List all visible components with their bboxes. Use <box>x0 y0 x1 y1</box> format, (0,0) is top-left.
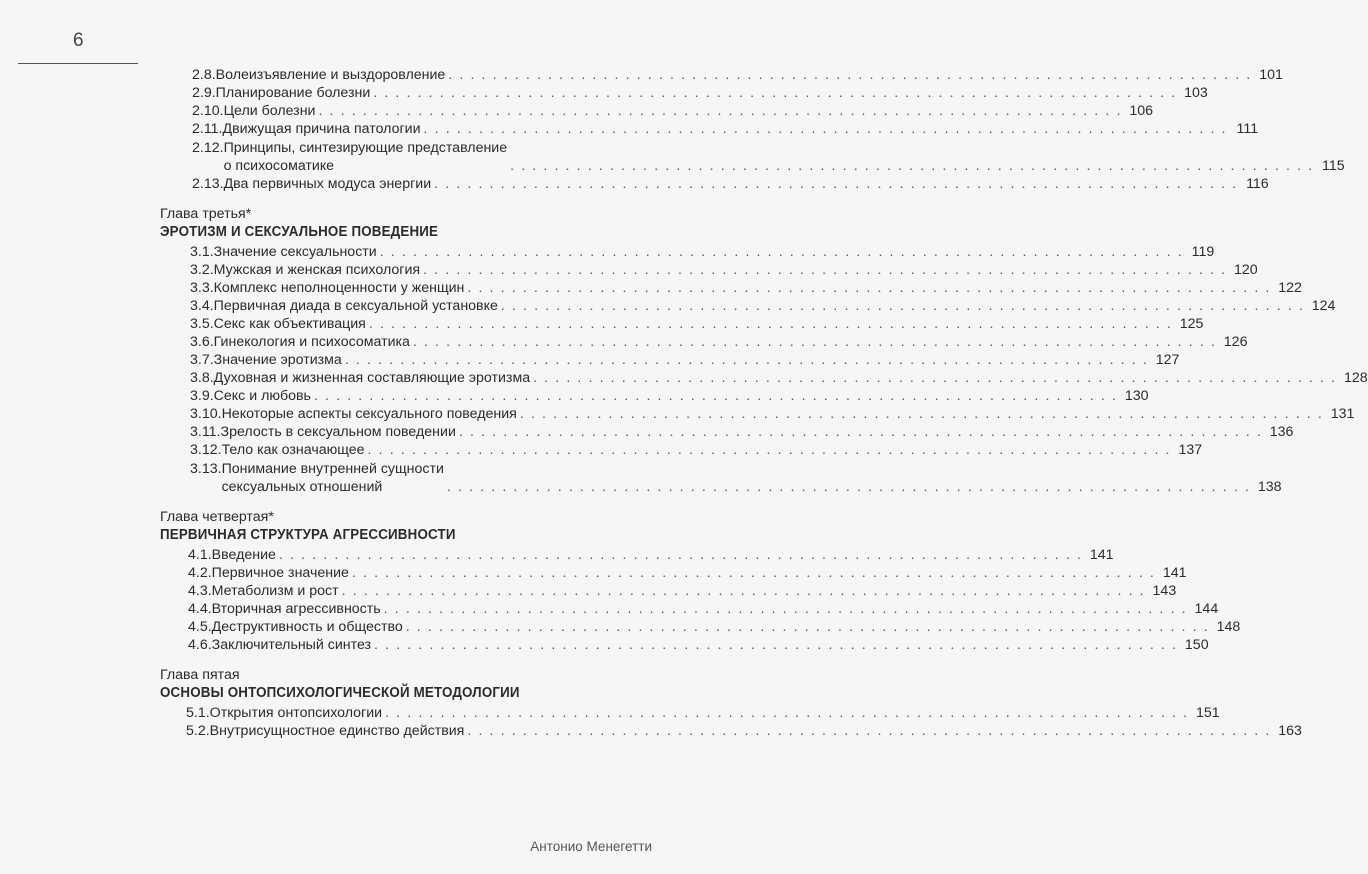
chapter-label: Глава третья* <box>160 206 252 222</box>
entry-page-number: 141 <box>1162 565 1187 581</box>
toc-entry <box>160 636 1209 654</box>
entry-title: Планирование болезни <box>215 85 371 101</box>
dot-leader: . . . . . . . . . . . . . . . . . . . . . . . . . . . . . . . . . . . . . . . . . . . . . . . . . . . . . . . . . . . . . . . . . . . . . . . . . <box>467 280 1271 296</box>
entry-title: Волеизъявление и выздоровление <box>215 67 446 83</box>
dot-leader: . . . . . . . . . . . . . . . . . . . . . . . . . . . . . . . . . . . . . . . . . . . . . . . . . . . . . . . . . . . . . . . . . . . . . . . . . <box>412 334 1217 350</box>
toc-entry <box>160 441 1203 459</box>
entry-page-number: 136 <box>1269 424 1294 440</box>
toc-entry <box>160 423 1294 441</box>
toc-entry <box>160 582 1177 600</box>
dot-leader: . . . . . . . . . . . . . . . . . . . . . . . . . . . . . . . . . . . . . . . . . . . . . . . . . . . . . . . . . . . . . . . . . . . . . . . . . <box>405 619 1210 635</box>
dot-leader: . . . . . . . . . . . . . . . . . . . . . . . . . . . . . . . . . . . . . . . . . . . . . . . . . . . . . . . . . . . . . . . . . . . . . . . . . <box>458 424 1263 440</box>
entry-number: 4.6. <box>188 637 212 653</box>
dot-leader: . . . . . . . . . . . . . . . . . . . . . . . . . . . . . . . . . . . . . . . . . . . . . . . . . . . . . . . . . . . . . . . . . . . . . . . . . <box>351 565 1156 581</box>
chapter-title: ЭРОТИЗМ И СЕКСУАЛЬНОЕ ПОВЕДЕНИЕ <box>160 224 439 240</box>
entry-title: Деструктивность и общество <box>211 619 403 635</box>
entry-number: 3.7. <box>190 352 214 368</box>
toc-entry <box>160 175 1269 193</box>
toc-entry <box>160 546 1114 564</box>
entry-page-number: 143 <box>1152 583 1177 599</box>
entry-page-number: 115 <box>1322 158 1345 174</box>
toc-entry <box>160 297 1336 315</box>
entry-number: 2.8. <box>192 67 216 83</box>
toc-entry <box>160 460 1282 496</box>
entry-page-number: 148 <box>1216 619 1241 635</box>
entry-number: 3.13. <box>190 461 222 477</box>
entry-title: Внутрисущностное единство действия <box>209 723 465 739</box>
entry-title: Движущая причина патологии <box>222 121 421 137</box>
entry-number: 2.10. <box>192 103 224 119</box>
entry-title: Гинекология и психосоматика <box>213 334 410 350</box>
entry-page-number: 106 <box>1129 103 1154 119</box>
toc-entry <box>160 315 1204 333</box>
entry-title: Тело как означающее <box>221 442 365 458</box>
entry-title: Первичная диада в сексуальной установке <box>213 298 498 314</box>
dot-leader: . . . . . . . . . . . . . . . . . . . . . . . . . . . . . . . . . . . . . . . . . . . . . . . . . . . . . . . . . . . . . . . . . . . . . . . . . <box>446 479 1251 495</box>
dot-leader: . . . . . . . . . . . . . . . . . . . . . . . . . . . . . . . . . . . . . . . . . . . . . . . . . . . . . . . . . . . . . . . . . . . . . . . . . <box>313 388 1118 404</box>
entry-number: 5.2. <box>186 723 210 739</box>
entry-page-number: 130 <box>1124 388 1149 404</box>
dot-leader: . . . . . . . . . . . . . . . . . . . . . . . . . . . . . . . . . . . . . . . . . . . . . . . . . . . . . . . . . . . . . . . . . . . . . . . . . <box>510 158 1314 174</box>
entry-title: Зрелость в сексуальном поведении <box>220 424 456 440</box>
entry-page-number: 150 <box>1184 637 1209 653</box>
toc-entry <box>160 102 1154 120</box>
toc-entry <box>160 84 1208 102</box>
entry-number: 3.4. <box>190 298 214 314</box>
chapter-title: ОСНОВЫ ОНТОПСИХОЛОГИЧЕСКОЙ МЕТОДОЛОГИИ <box>160 685 520 701</box>
toc-entry <box>160 369 1368 387</box>
entry-page-number: 122 <box>1278 280 1302 296</box>
entry-title: Вторичная агрессивность <box>211 601 381 617</box>
entry-title: Открытия онтопсихологии <box>209 705 383 721</box>
entry-page-number: 138 <box>1257 479 1282 495</box>
dot-leader: . . . . . . . . . . . . . . . . . . . . . . . . . . . . . . . . . . . . . . . . . . . . . . . . . . . . . . . . . . . . . . . . . . . . . . . . . <box>368 316 1173 332</box>
entry-page-number: 137 <box>1178 442 1203 458</box>
entry-number: 4.5. <box>188 619 212 635</box>
dot-leader: . . . . . . . . . . . . . . . . . . . . . . . . . . . . . . . . . . . . . . . . . . . . . . . . . . . . . . . . . . . . . . . . . . . . . . . . . <box>519 406 1324 422</box>
toc-entry <box>160 261 1258 279</box>
entry-number: 3.10. <box>190 406 222 422</box>
entry-page-number: 163 <box>1278 723 1302 739</box>
toc-section <box>160 508 1241 654</box>
header-rule <box>18 63 138 64</box>
entry-number: 3.3. <box>190 280 214 296</box>
dot-leader: . . . . . . . . . . . . . . . . . . . . . . . . . . . . . . . . . . . . . . . . . . . . . . . . . . . . . . . . . . . . . . . . . . . . . . . . . <box>467 723 1271 739</box>
entry-title-block <box>224 139 508 175</box>
entry-title: Мужская и женская психология <box>213 262 421 278</box>
dot-leader: . . . . . . . . . . . . . . . . . . . . . . . . . . . . . . . . . . . . . . . . . . . . . . . . . . . . . . . . . . . . . . . . . . . . . . . . . <box>278 547 1083 563</box>
entry-page-number: 120 <box>1233 262 1258 278</box>
toc-entry <box>160 618 1241 636</box>
chapter-label: Глава четвертая* <box>160 509 274 525</box>
dot-leader: . . . . . . . . . . . . . . . . . . . . . . . . . . . . . . . . . . . . . . . . . . . . . . . . . . . . . . . . . . . . . . . . . . . . . . . . . <box>373 85 1177 101</box>
dot-leader: . . . . . . . . . . . . . . . . . . . . . . . . . . . . . . . . . . . . . . . . . . . . . . . . . . . . . . . . . . . . . . . . . . . . . . . . . <box>434 176 1238 192</box>
entry-number: 5.1. <box>186 705 210 721</box>
dot-leader: . . . . . . . . . . . . . . . . . . . . . . . . . . . . . . . . . . . . . . . . . . . . . . . . . . . . . . . . . . . . . . . . . . . . . . . . . <box>374 637 1178 653</box>
entry-title: Духовная и жизненная составляющие эротизма <box>213 370 531 386</box>
entry-page-number: 151 <box>1195 705 1220 721</box>
page-number: 6 <box>73 30 84 51</box>
entry-number: 3.5. <box>190 316 214 332</box>
entry-number: 4.3. <box>188 583 212 599</box>
entry-number: 3.9. <box>190 388 214 404</box>
toc-entry <box>160 243 1215 261</box>
entry-page-number: 103 <box>1184 85 1208 101</box>
entry-title-continuation: сексуальных отношений <box>221 479 383 495</box>
entry-title: Понимание внутренней сущности <box>221 461 444 477</box>
toc-entry <box>160 564 1187 582</box>
dot-leader: . . . . . . . . . . . . . . . . . . . . . . . . . . . . . . . . . . . . . . . . . . . . . . . . . . . . . . . . . . . . . . . . . . . . . . . . . <box>367 442 1172 458</box>
dot-leader: . . . . . . . . . . . . . . . . . . . . . . . . . . . . . . . . . . . . . . . . . . . . . . . . . . . . . . . . . . . . . . . . . . . . . . . . . <box>500 298 1305 314</box>
toc-entry <box>160 66 1283 84</box>
entry-page-number: 126 <box>1223 334 1248 350</box>
entry-number: 3.2. <box>190 262 214 278</box>
entry-title: Секс как объективация <box>213 316 366 332</box>
dot-leader: . . . . . . . . . . . . . . . . . . . . . . . . . . . . . . . . . . . . . . . . . . . . . . . . . . . . . . . . . . . . . . . . . . . . . . . . . <box>448 67 1252 83</box>
entry-number: 2.13. <box>192 176 224 192</box>
entry-number: 2.9. <box>192 85 216 101</box>
entry-title: Секс и любовь <box>213 388 311 404</box>
entry-number: 3.1. <box>190 244 214 260</box>
entry-page-number: 127 <box>1155 352 1180 368</box>
dot-leader: . . . . . . . . . . . . . . . . . . . . . . . . . . . . . . . . . . . . . . . . . . . . . . . . . . . . . . . . . . . . . . . . . . . . . . . . . <box>385 705 1189 721</box>
entry-title-block <box>222 460 444 496</box>
running-footer-author: Антонио Менегетти <box>530 839 652 854</box>
toc-entry <box>160 387 1149 405</box>
entry-title: Два первичных модуса энергии <box>223 176 432 192</box>
entry-page-number: 131 <box>1330 406 1355 422</box>
toc-entry <box>160 279 1302 297</box>
entry-title: Некоторые аспекты сексуального поведения <box>221 406 517 422</box>
entry-title: Принципы, синтезирующие представление <box>223 140 508 156</box>
entry-number: 3.6. <box>190 334 214 350</box>
entry-title: Заключительный синтез <box>211 637 372 653</box>
entry-number: 3.11. <box>190 424 221 440</box>
entry-title: Значение сексуальности <box>213 244 377 260</box>
dot-leader: . . . . . . . . . . . . . . . . . . . . . . . . . . . . . . . . . . . . . . . . . . . . . . . . . . . . . . . . . . . . . . . . . . . . . . . . . <box>341 583 1146 599</box>
toc-entry <box>160 333 1248 351</box>
entry-page-number: 116 <box>1246 176 1269 192</box>
entry-page-number: 119 <box>1191 244 1215 260</box>
entry-number: 2.11. <box>192 121 223 137</box>
chapter-label: Глава пятая <box>160 667 240 683</box>
entry-page-number: 124 <box>1311 298 1336 314</box>
entry-number: 2.12. <box>192 140 224 156</box>
entry-title: Введение <box>211 547 276 563</box>
entry-number: 4.4. <box>188 601 212 617</box>
entry-number: 3.12. <box>190 442 222 458</box>
toc-section <box>160 205 1368 496</box>
toc-entry <box>160 704 1220 722</box>
dot-leader: . . . . . . . . . . . . . . . . . . . . . . . . . . . . . . . . . . . . . . . . . . . . . . . . . . . . . . . . . . . . . . . . . . . . . . . . . <box>344 352 1149 368</box>
toc-section <box>160 666 1302 740</box>
dot-leader: . . . . . . . . . . . . . . . . . . . . . . . . . . . . . . . . . . . . . . . . . . . . . . . . . . . . . . . . . . . . . . . . . . . . . . . . . <box>383 601 1188 617</box>
entry-page-number: 111 <box>1236 121 1259 137</box>
toc-entry <box>160 405 1355 423</box>
toc-entry <box>160 600 1219 618</box>
dot-leader: . . . . . . . . . . . . . . . . . . . . . . . . . . . . . . . . . . . . . . . . . . . . . . . . . . . . . . . . . . . . . . . . . . . . . . . . . <box>533 370 1337 386</box>
entry-title: Значение эротизма <box>213 352 342 368</box>
entry-title: Метаболизм и рост <box>211 583 339 599</box>
entry-title-continuation: о психосоматике <box>223 158 335 174</box>
dot-leader: . . . . . . . . . . . . . . . . . . . . . . . . . . . . . . . . . . . . . . . . . . . . . . . . . . . . . . . . . . . . . . . . . . . . . . . . . <box>423 262 1227 278</box>
entry-title: Первичное значение <box>211 565 349 581</box>
dot-leader: . . . . . . . . . . . . . . . . . . . . . . . . . . . . . . . . . . . . . . . . . . . . . . . . . . . . . . . . . . . . . . . . . . . . . . . . . <box>318 103 1123 119</box>
entry-page-number: 141 <box>1089 547 1114 563</box>
toc-entry <box>160 351 1180 369</box>
toc-entry <box>160 722 1302 740</box>
dot-leader: . . . . . . . . . . . . . . . . . . . . . . . . . . . . . . . . . . . . . . . . . . . . . . . . . . . . . . . . . . . . . . . . . . . . . . . . . <box>423 121 1228 137</box>
entry-page-number: 144 <box>1194 601 1219 617</box>
entry-page-number: 125 <box>1179 316 1204 332</box>
dot-leader: . . . . . . . . . . . . . . . . . . . . . . . . . . . . . . . . . . . . . . . . . . . . . . . . . . . . . . . . . . . . . . . . . . . . . . . . . <box>379 244 1184 260</box>
entry-page-number: 128 <box>1343 370 1368 386</box>
entry-number: 3.8. <box>190 370 214 386</box>
entry-page-number: 101 <box>1259 67 1283 83</box>
entry-title: Комплекс неполноценности у женщин <box>213 280 465 296</box>
entry-number: 4.1. <box>188 547 212 563</box>
entry-number: 4.2. <box>188 565 212 581</box>
toc-entry <box>160 139 1345 175</box>
entry-title: Цели болезни <box>223 103 316 119</box>
toc-entry <box>160 120 1259 138</box>
toc-section <box>160 66 1345 193</box>
chapter-title: ПЕРВИЧНАЯ СТРУКТУРА АГРЕССИВНОСТИ <box>160 527 456 543</box>
table-of-contents <box>160 66 1368 740</box>
